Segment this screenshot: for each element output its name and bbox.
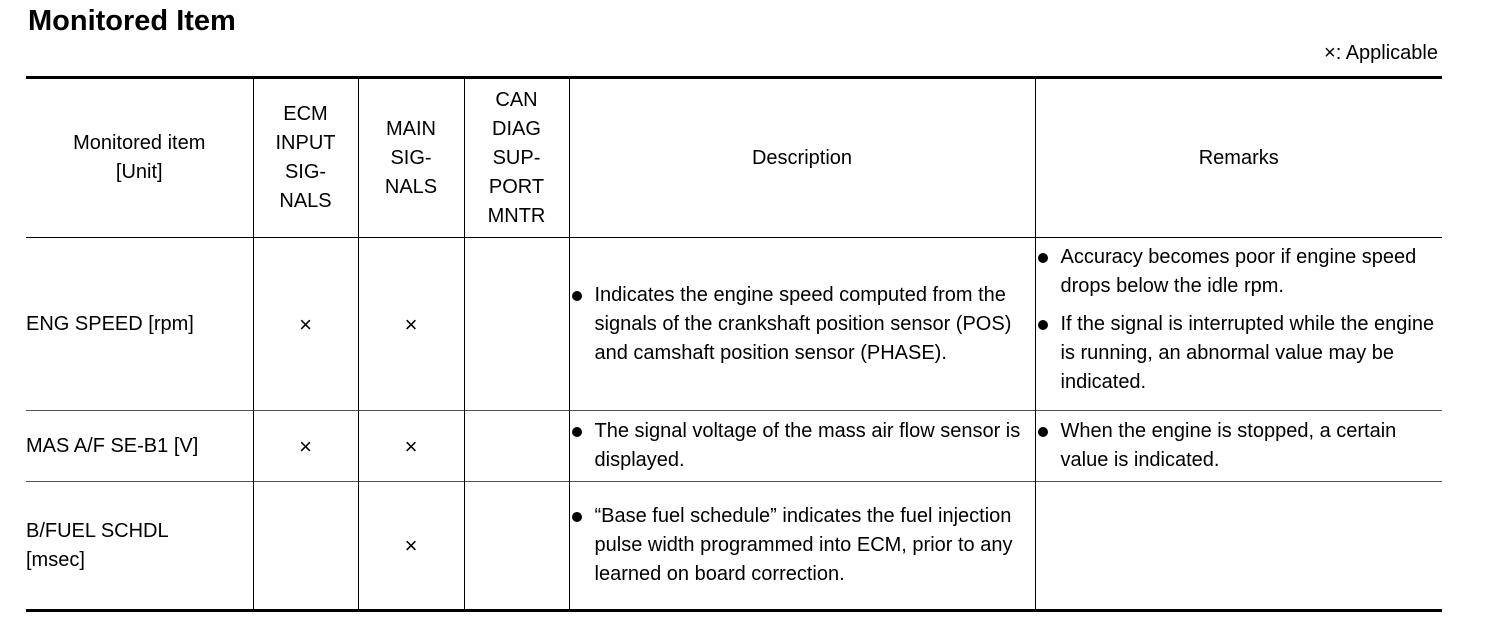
- main-signal-mark: ×: [358, 411, 464, 482]
- main-signal-mark: ×: [358, 482, 464, 611]
- ecm-input-mark: [253, 482, 358, 611]
- monitored-item-table: [26, 76, 1442, 612]
- header-ecm-input-signals: ECM INPUT SIG- NALS: [253, 78, 358, 238]
- monitored-item-cell: B/FUEL SCHDL [msec]: [26, 482, 253, 611]
- description-cell: [569, 238, 1035, 411]
- description-bullet: Indicates the engine speed computed from the signals of the crankshaft position sensor (POS) and camshaft position sensor (PHASE).: [570, 281, 1035, 368]
- description-bullet: The signal voltage of the mass air flow sensor is displayed.: [570, 417, 1035, 475]
- ecm-input-mark: ×: [253, 238, 358, 411]
- remarks-list: [1036, 417, 1443, 475]
- header-monitored-item: Monitored item [Unit]: [26, 78, 253, 238]
- monitored-item-cell: ENG SPEED [rpm]: [26, 238, 253, 411]
- remarks-cell: [1035, 411, 1442, 482]
- page-title: Monitored Item: [28, 5, 236, 37]
- can-diag-mark: [464, 411, 569, 482]
- header-description: Description: [569, 78, 1035, 238]
- remarks-cell: [1035, 238, 1442, 411]
- applicable-legend: ×: Applicable: [1324, 42, 1438, 64]
- description-list: [570, 417, 1035, 475]
- ecm-input-mark: ×: [253, 411, 358, 482]
- description-cell: [569, 411, 1035, 482]
- remark-bullet: When the engine is stopped, a certain value is indicated.: [1036, 417, 1443, 475]
- description-bullet: “Base fuel schedule” indicates the fuel injection pulse width programmed into ECM, prior to any learned on board correction.: [570, 502, 1035, 589]
- can-diag-mark: [464, 238, 569, 411]
- table-row: [26, 238, 1442, 411]
- header-main-signals: MAIN SIG- NALS: [358, 78, 464, 238]
- header-remarks: Remarks: [1035, 78, 1442, 238]
- header-row: [26, 78, 1442, 238]
- main-signal-mark: ×: [358, 238, 464, 411]
- monitored-item-cell: MAS A/F SE-B1 [V]: [26, 411, 253, 482]
- remark-bullet: If the signal is interrupted while the engine is running, an abnormal value may be indicated.: [1036, 310, 1443, 397]
- table-row: [26, 482, 1442, 611]
- remarks-list: [1036, 243, 1443, 397]
- can-diag-mark: [464, 482, 569, 611]
- remark-bullet: Accuracy becomes poor if engine speed drops below the idle rpm.: [1036, 243, 1443, 301]
- description-list: [570, 281, 1035, 368]
- remarks-cell: [1035, 482, 1442, 611]
- table-row: [26, 411, 1442, 482]
- header-can-diag-support-mntr: CAN DIAG SUP- PORT MNTR: [464, 78, 569, 238]
- description-cell: [569, 482, 1035, 611]
- description-list: [570, 502, 1035, 589]
